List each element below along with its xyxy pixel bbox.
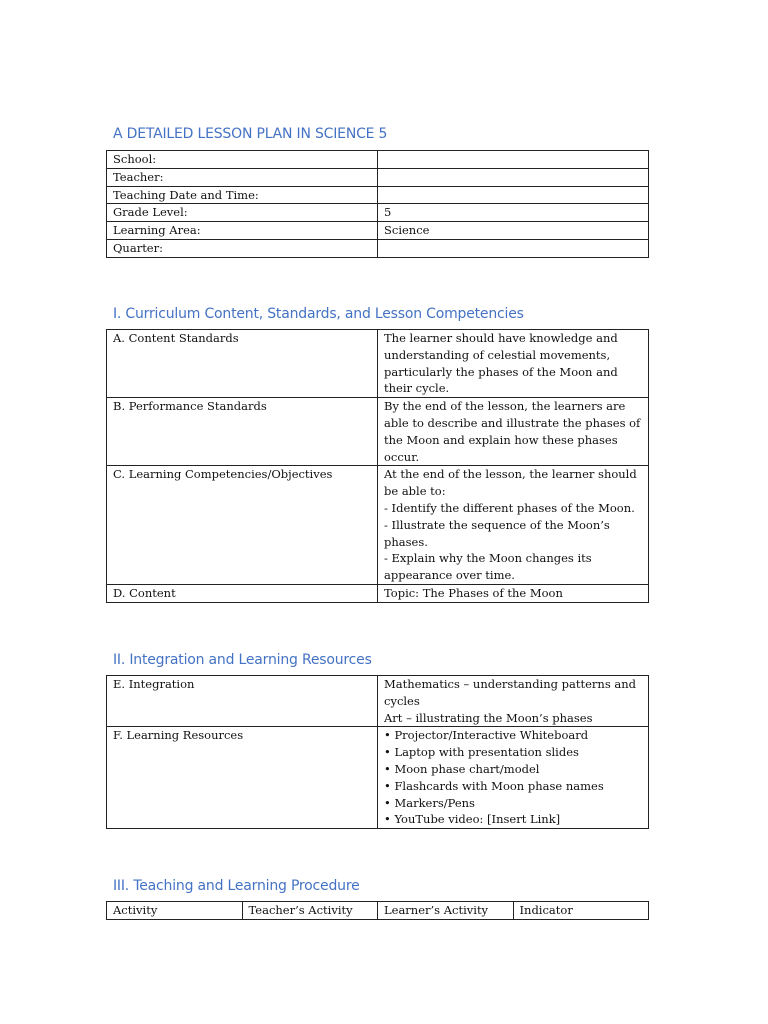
table-row [107,466,649,585]
table-row [107,727,649,829]
row-content [378,398,649,466]
row-content [378,676,649,727]
content-line: - Identify the different phases of the Moon. [384,500,635,515]
row-label: C. Learning Competencies/Objectives [107,466,378,585]
column-header: Teacher’s Activity [242,902,378,920]
section-heading: I. Curriculum Content, Standards, and Lesson Competencies [113,306,524,322]
info-value: 5 [378,204,649,222]
info-value [378,186,649,204]
column-header: Activity [107,902,243,920]
section-heading: III. Teaching and Learning Procedure [113,878,360,894]
content-line: The learner should have knowledge and understanding of celestial movements, particularly the phases of the Moon and their cycle. [384,331,618,396]
row-content [378,330,649,398]
row-label: D. Content [107,584,378,602]
table-row [107,398,649,466]
info-label: Grade Level: [107,204,378,222]
table-row [107,222,649,240]
content-line: - Explain why the Moon changes its appearance over time. [384,551,592,583]
content-line: - Illustrate the sequence of the Moon’s phases. [384,517,610,549]
info-label: Teaching Date and Time: [107,186,378,204]
info-value [378,239,649,257]
bullet-item: • Projector/Interactive Whiteboard [384,728,589,743]
table-row [107,168,649,186]
info-label: School: [107,151,378,169]
info-label: Teacher: [107,168,378,186]
info-value [378,151,649,169]
row-label: E. Integration [107,676,378,727]
bullet-item: • Markers/Pens [384,795,475,810]
procedure-table [106,901,649,920]
document-title: A DETAILED LESSON PLAN IN SCIENCE 5 [113,126,388,142]
row-content [378,584,649,602]
row-content [378,727,649,829]
info-value: Science [378,222,649,240]
column-header: Indicator [513,902,649,920]
content-line: Topic: The Phases of the Moon [384,585,563,600]
bullet-item: • Flashcards with Moon phase names [384,778,604,793]
info-table [106,150,649,258]
row-content [378,466,649,585]
table-row [107,239,649,257]
table-row [107,584,649,602]
column-header: Learner’s Activity [378,902,514,920]
table-row [107,186,649,204]
bullet-item: • Moon phase chart/model [384,761,540,776]
integration-table [106,675,649,829]
info-label: Learning Area: [107,222,378,240]
table-row [107,151,649,169]
info-value [378,168,649,186]
info-label: Quarter: [107,239,378,257]
row-label: B. Performance Standards [107,398,378,466]
row-label: A. Content Standards [107,330,378,398]
content-line: By the end of the lesson, the learners are able to describe and illustrate the phases of the Moon and explain how these phases occur. [384,399,641,464]
table-row [107,204,649,222]
content-line: Mathematics – understanding patterns and cycles [384,677,637,708]
bullet-item: • Laptop with presentation slides [384,745,579,760]
table-row [107,676,649,727]
row-label: F. Learning Resources [107,727,378,829]
curriculum-table [106,329,649,603]
table-header-row [107,902,649,920]
content-line: At the end of the lesson, the learner should be able to: [384,467,637,499]
content-line: Art – illustrating the Moon’s phases [384,710,593,725]
table-row [107,330,649,398]
bullet-item: • YouTube video: [Insert Link] [384,812,561,827]
section-heading: II. Integration and Learning Resources [113,652,372,668]
